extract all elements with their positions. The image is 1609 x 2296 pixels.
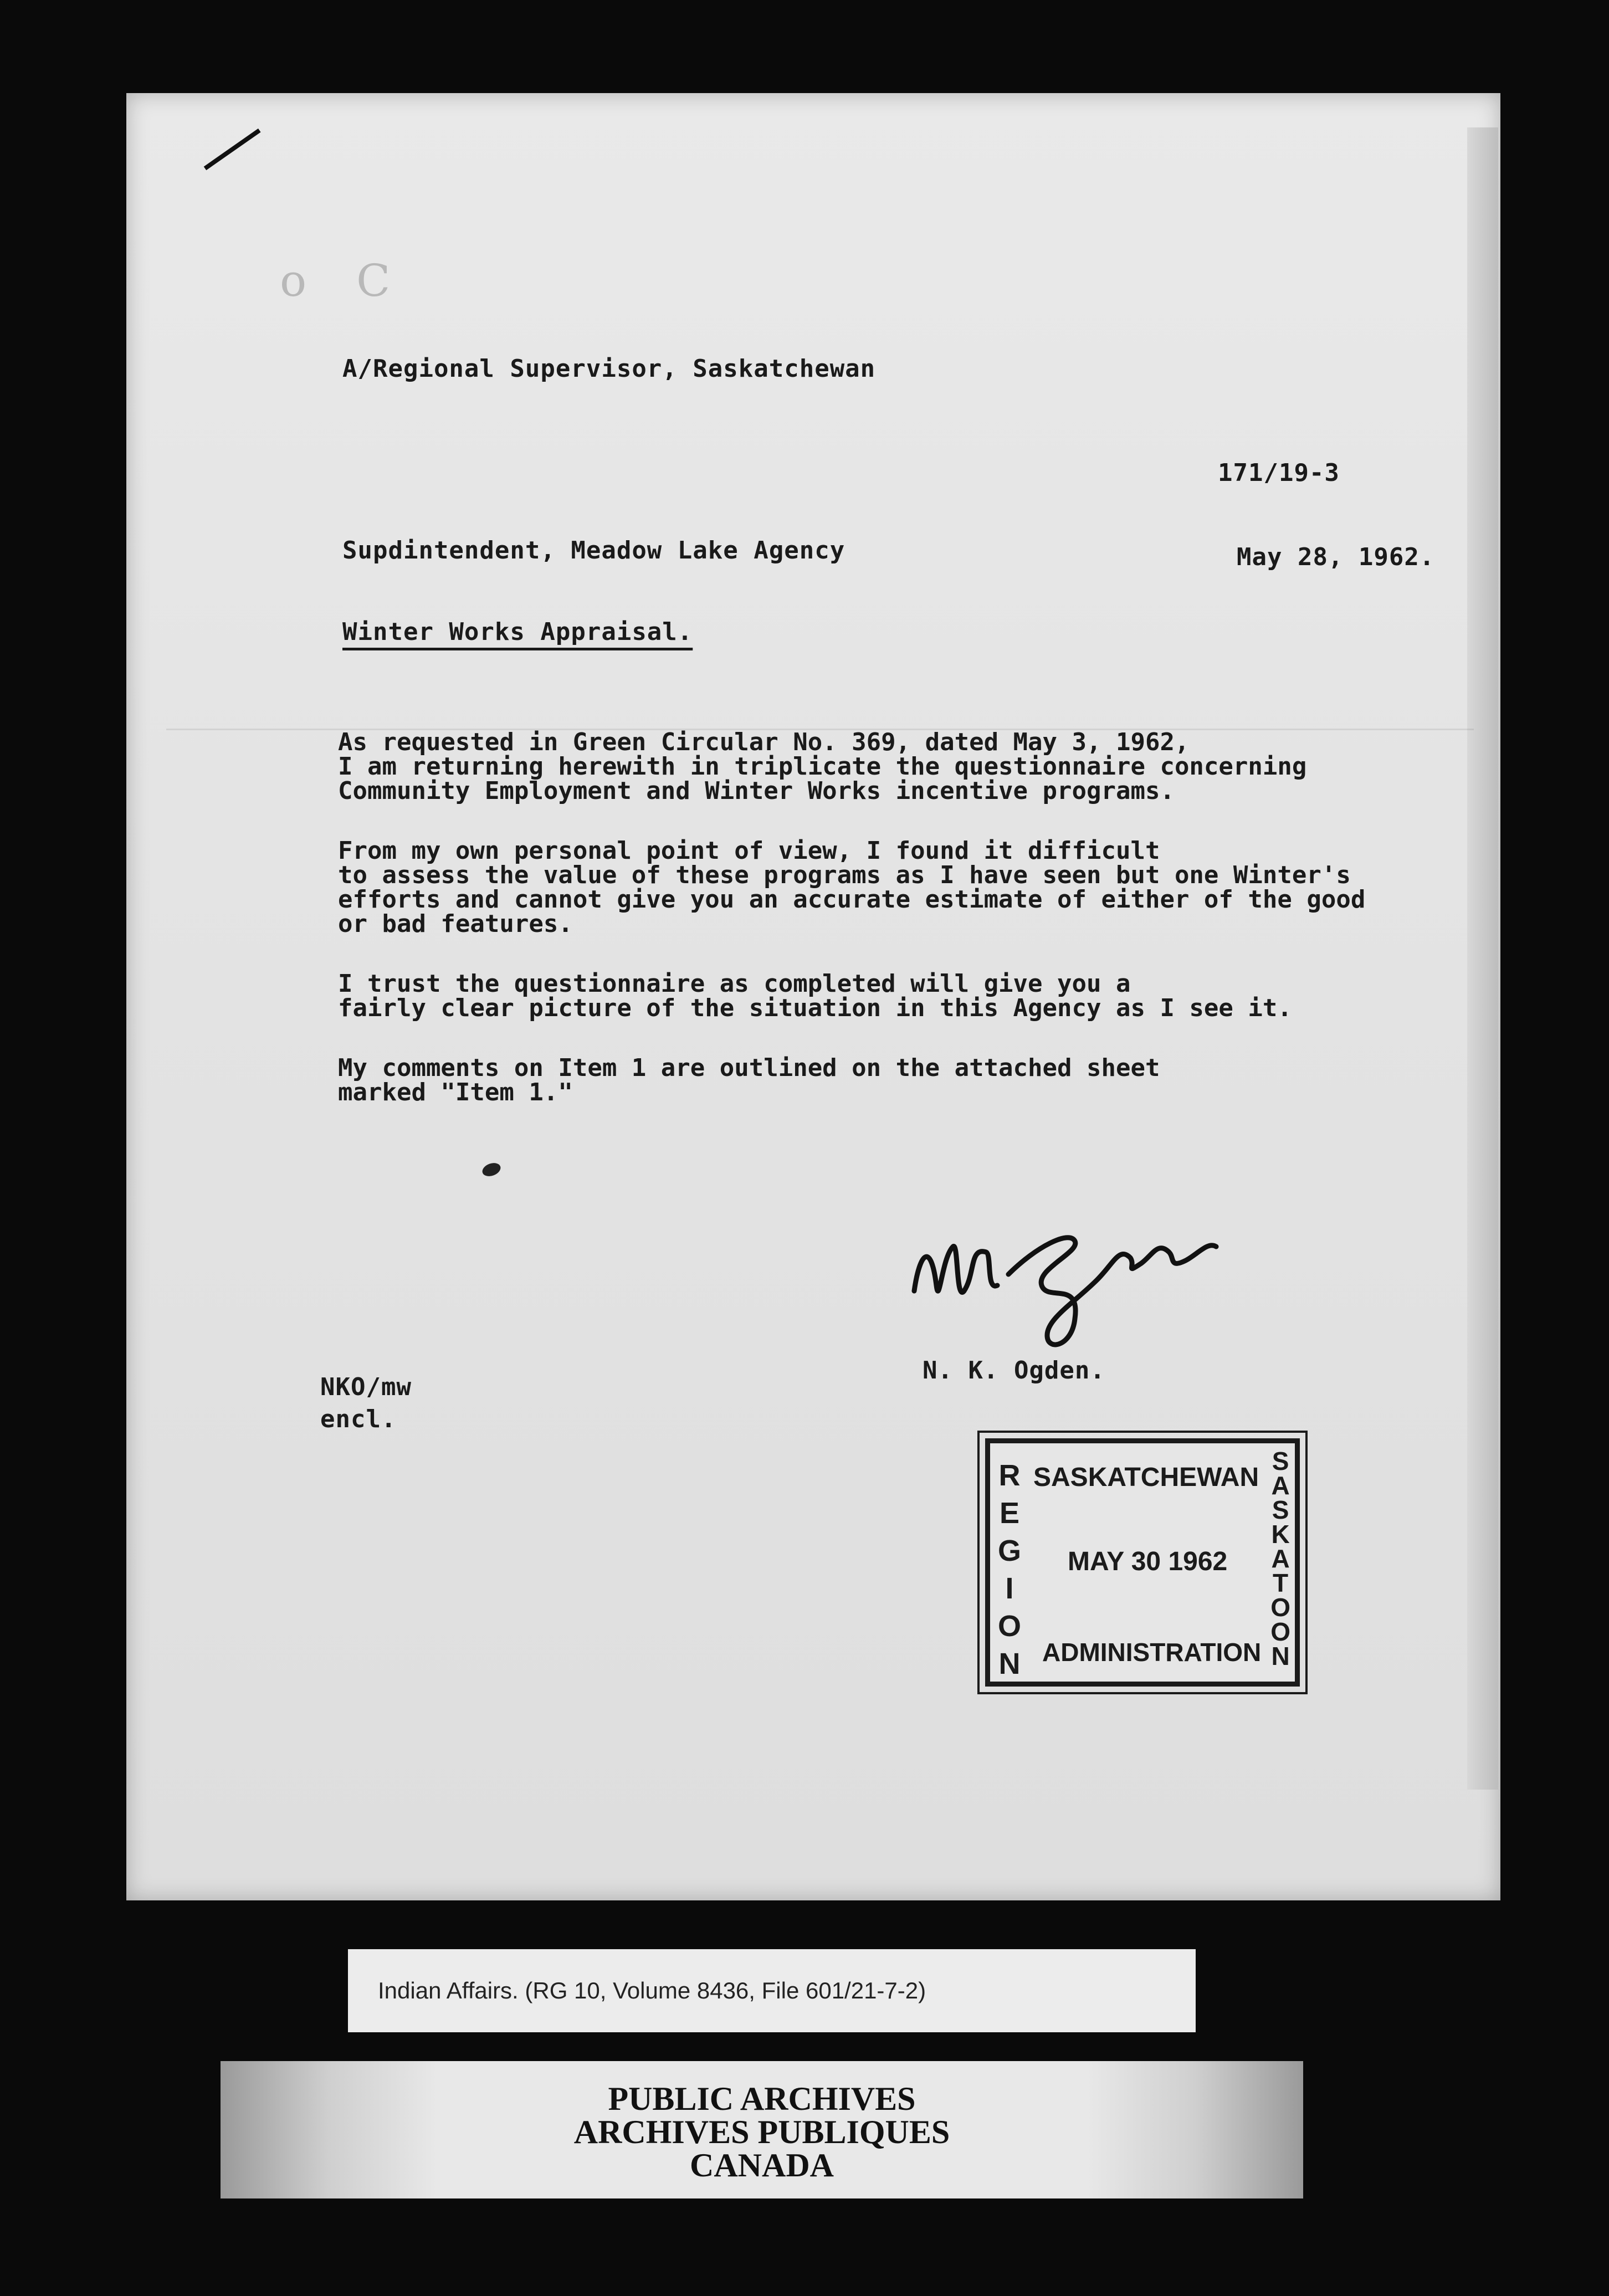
paragraph-1: As requested in Green Circular No. 369, dated May 3, 1962, I am returning herewith in triplicate the questionnaire concerning Community Employment and Winter Works incentive programs. [338,728,1307,805]
faint-marks: o C [280,255,391,306]
archive-line-1: PUBLIC ARCHIVES [608,2080,916,2117]
paragraph-2: From my own personal point of view, I found it difficult to assess the value of these programs as I have seen but one Winter's efforts and cannot give you an accurate estimate of either of the good or bad features. [338,837,1366,938]
paragraph-4: My comments on Item 1 are outlined on the attached sheet marked "Item 1." [338,1054,1160,1106]
stamp-region-letters: R E G I O N [998,1459,1022,1680]
subject-line: Winter Works Appraisal. [342,618,693,646]
handwritten-signature [909,1208,1219,1369]
archive-line-3: CANADA [690,2147,834,2184]
sender-line: Supdintendent, Meadow Lake Agency [342,536,846,565]
received-stamp [985,1438,1300,1687]
page-edge [1467,127,1498,1790]
reference-block [320,1371,412,1436]
letter-body [338,730,1374,1140]
enclosure-note: encl. [320,1405,397,1433]
reference-initials: NKO/mw [320,1373,412,1401]
archive-line-2: ARCHIVES PUBLIQUES [573,2114,950,2150]
stamp-date: MAY 30 1962 [1068,1547,1228,1576]
stamp-administration: ADMINISTRATION [1042,1638,1262,1667]
archive-banner-text [221,2082,1303,2182]
archive-reference-label: Indian Affairs. (RG 10, Volume 8436, File 601/21-7-2) [348,1949,1196,2032]
paragraph-3: I trust the questionnaire as completed will give you a fairly clear picture of the situation in this Agency as I see it. [338,970,1292,1022]
signatory-name: N. K. Ogden. [923,1356,1105,1385]
letter-date: May 28, 1962. [1237,543,1435,571]
stamp-province: SASKATCHEWAN [1033,1463,1259,1492]
file-number: 171/19-3 [1218,459,1340,487]
stamp-city-letters: S A S K A T O O N [1270,1447,1290,1670]
archive-banner [221,2061,1303,2198]
recipient-line: A/Regional Supervisor, Saskatchewan [342,355,876,383]
